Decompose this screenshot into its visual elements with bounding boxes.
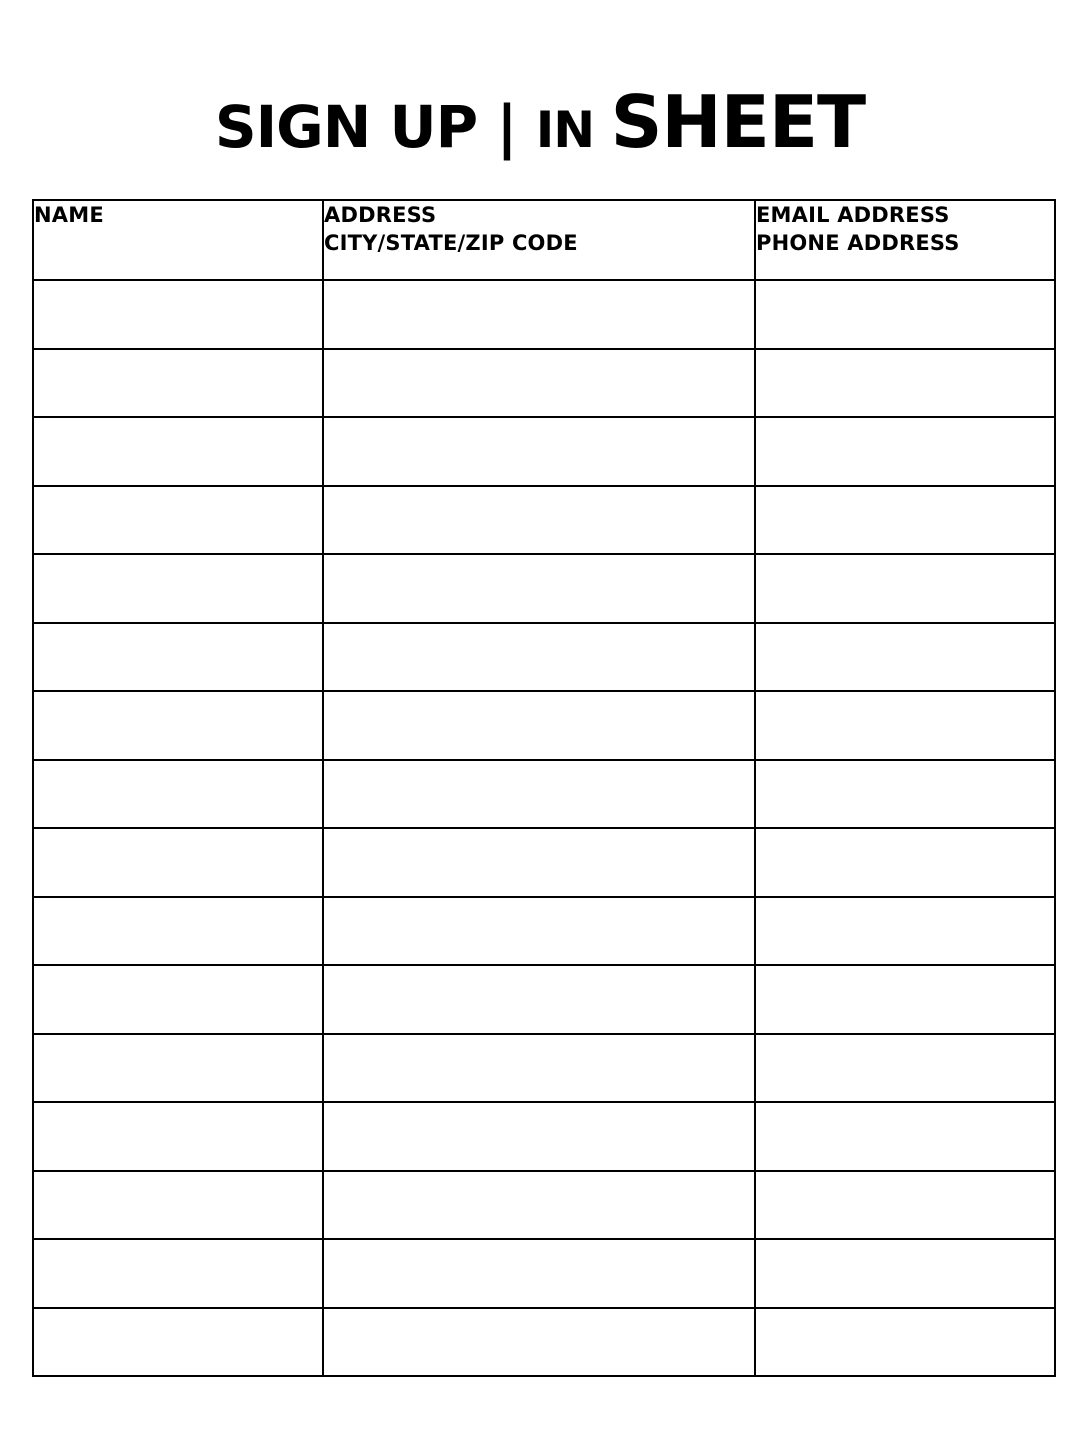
table-body (33, 280, 1055, 1376)
entry-cell-text (34, 829, 322, 896)
entry-cell-text (324, 829, 754, 896)
entry-cell-text (756, 624, 1054, 691)
table-row (33, 965, 1055, 1034)
entry-cell-text (34, 966, 322, 1033)
entry-cell-name[interactable] (33, 965, 323, 1034)
entry-cell-name[interactable] (33, 1239, 323, 1308)
entry-cell-email[interactable] (755, 1239, 1055, 1308)
entry-cell-text (34, 1172, 322, 1239)
table-header (33, 200, 1055, 280)
table-row (33, 1171, 1055, 1240)
entry-cell-name[interactable] (33, 1102, 323, 1171)
entry-cell-email[interactable] (755, 760, 1055, 829)
entry-cell-text (34, 281, 322, 348)
entry-cell-text (324, 624, 754, 691)
entry-cell-email[interactable] (755, 280, 1055, 349)
entry-cell-name[interactable] (33, 1034, 323, 1103)
column-header-email-line-1: EMAIL ADDRESS (756, 203, 950, 228)
entry-cell-text (34, 350, 322, 417)
entry-cell-text (324, 281, 754, 348)
entry-cell-text (324, 555, 754, 622)
entry-cell-text (756, 555, 1054, 622)
column-header-name-line-1: NAME (34, 203, 104, 228)
entry-cell-text (34, 487, 322, 554)
entry-cell-address[interactable] (323, 486, 755, 555)
entry-cell-text (34, 898, 322, 965)
entry-cell-name[interactable] (33, 691, 323, 760)
entry-cell-text (324, 898, 754, 965)
entry-cell-text (34, 692, 322, 759)
entry-cell-text (756, 1240, 1054, 1307)
entry-cell-email[interactable] (755, 554, 1055, 623)
entry-cell-text (756, 898, 1054, 965)
entry-cell-address[interactable] (323, 691, 755, 760)
entry-cell-address[interactable] (323, 349, 755, 418)
entry-cell-text (756, 350, 1054, 417)
entry-cell-email[interactable] (755, 1308, 1055, 1377)
entry-cell-address[interactable] (323, 965, 755, 1034)
entry-cell-email[interactable] (755, 1034, 1055, 1103)
entry-cell-text (756, 1035, 1054, 1102)
entry-cell-address[interactable] (323, 623, 755, 692)
entry-cell-address[interactable] (323, 760, 755, 829)
table-row (33, 280, 1055, 349)
entry-cell-name[interactable] (33, 417, 323, 486)
entry-cell-text (756, 1309, 1054, 1376)
entry-cell-text (324, 761, 754, 828)
entry-cell-address[interactable] (323, 1034, 755, 1103)
table-row (33, 1239, 1055, 1308)
table-row (33, 486, 1055, 555)
table-row (33, 623, 1055, 692)
entry-cell-name[interactable] (33, 1171, 323, 1240)
table-row (33, 1308, 1055, 1377)
entry-cell-text (324, 487, 754, 554)
entry-cell-name[interactable] (33, 349, 323, 418)
column-header-email (755, 200, 1055, 280)
entry-cell-name[interactable] (33, 623, 323, 692)
entry-cell-email[interactable] (755, 691, 1055, 760)
entry-cell-text (34, 1309, 322, 1376)
sign-up-table-wrapper (32, 199, 1048, 1377)
entry-cell-text (756, 1103, 1054, 1170)
entry-cell-address[interactable] (323, 897, 755, 966)
entry-cell-text (34, 761, 322, 828)
entry-cell-text (324, 350, 754, 417)
entry-cell-email[interactable] (755, 1102, 1055, 1171)
table-row (33, 554, 1055, 623)
entry-cell-text (324, 1309, 754, 1376)
column-header-address (323, 200, 755, 280)
table-row (33, 828, 1055, 897)
table-header-row (33, 200, 1055, 280)
entry-cell-email[interactable] (755, 897, 1055, 966)
entry-cell-address[interactable] (323, 417, 755, 486)
title-small: IN (535, 100, 611, 159)
table-row (33, 417, 1055, 486)
table-row (33, 897, 1055, 966)
title-emphasis: SHEET (610, 79, 866, 164)
column-header-address-line-1: ADDRESS (324, 203, 437, 228)
entry-cell-text (324, 1172, 754, 1239)
entry-cell-text (34, 624, 322, 691)
entry-cell-email[interactable] (755, 1171, 1055, 1240)
sign-up-table (32, 199, 1056, 1377)
entry-cell-email[interactable] (755, 965, 1055, 1034)
entry-cell-name[interactable] (33, 828, 323, 897)
entry-cell-text (324, 418, 754, 485)
table-row (33, 691, 1055, 760)
entry-cell-address[interactable] (323, 1171, 755, 1240)
entry-cell-email[interactable] (755, 828, 1055, 897)
entry-cell-text (756, 829, 1054, 896)
entry-cell-text (324, 1035, 754, 1102)
column-header-name (33, 200, 323, 280)
column-header-email-line-2: PHONE ADDRESS (756, 231, 960, 256)
entry-cell-email[interactable] (755, 417, 1055, 486)
entry-cell-text (324, 1103, 754, 1170)
entry-cell-text (324, 966, 754, 1033)
entry-cell-text (756, 1172, 1054, 1239)
entry-cell-text (756, 487, 1054, 554)
entry-cell-address[interactable] (323, 554, 755, 623)
entry-cell-name[interactable] (33, 760, 323, 829)
table-row (33, 760, 1055, 829)
entry-cell-name[interactable] (33, 554, 323, 623)
entry-cell-name[interactable] (33, 1308, 323, 1377)
entry-cell-text (324, 1240, 754, 1307)
table-row (33, 1034, 1055, 1103)
entry-cell-address[interactable] (323, 828, 755, 897)
entry-cell-text (34, 1240, 322, 1307)
entry-cell-name[interactable] (33, 280, 323, 349)
entry-cell-text (756, 966, 1054, 1033)
entry-cell-name[interactable] (33, 897, 323, 966)
column-header-address-line-2: CITY/STATE/ZIP CODE (324, 231, 578, 256)
entry-cell-text (756, 281, 1054, 348)
entry-cell-email[interactable] (755, 349, 1055, 418)
sign-up-sheet-page (0, 42, 1080, 1440)
entry-cell-address[interactable] (323, 1308, 755, 1377)
entry-cell-text (324, 692, 754, 759)
entry-cell-text (34, 418, 322, 485)
entry-cell-text (756, 418, 1054, 485)
entry-cell-text (756, 692, 1054, 759)
entry-cell-address[interactable] (323, 280, 755, 349)
entry-cell-text (756, 761, 1054, 828)
page-title (0, 42, 1080, 164)
entry-cell-address[interactable] (323, 1239, 755, 1308)
entry-cell-name[interactable] (33, 486, 323, 555)
entry-cell-address[interactable] (323, 1102, 755, 1171)
title-lead: SIGN UP | (214, 92, 536, 161)
table-row (33, 349, 1055, 418)
entry-cell-text (34, 555, 322, 622)
table-row (33, 1102, 1055, 1171)
entry-cell-text (34, 1103, 322, 1170)
entry-cell-email[interactable] (755, 623, 1055, 692)
entry-cell-email[interactable] (755, 486, 1055, 555)
entry-cell-text (34, 1035, 322, 1102)
